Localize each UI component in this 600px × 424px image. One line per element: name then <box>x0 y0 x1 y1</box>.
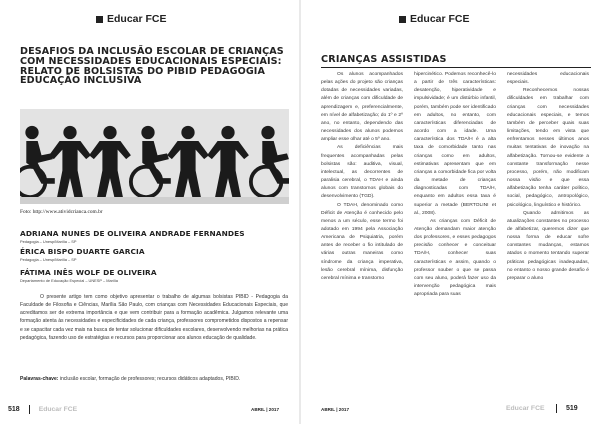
section-header <box>399 13 470 25</box>
footer-brand: Educar FCE <box>38 406 78 413</box>
text-column-1 <box>321 71 403 283</box>
author-affiliation: Pedagogia – Unesp/Marília – SP <box>20 257 77 262</box>
footer-date: ABRIL | 2017 <box>321 407 350 412</box>
text-column-3 <box>507 71 589 283</box>
article-photo <box>20 109 289 204</box>
keywords <box>20 375 288 383</box>
footer-divider <box>556 404 557 413</box>
author-name: ÉRICA BISPO DUARTE GARCIA <box>20 247 145 256</box>
page-number: 518 <box>8 406 20 413</box>
text-column-2 <box>414 71 496 299</box>
paragraph: hipercinético. Podemos reconhecê-lo a partir de três características: desatenção, hiperatividade e impulsividade; é um distúrbio infantil, porém, também pode ser identificado em adultos, no entanto, com características diferenciadas de acordo com a idade. Uma característica dos TDA/H é a alta taxa de comorbidade tanto nas crianças como em adultos, estimativas apresentam que em crianças a comorbidade fica por volta da metade de crianças diagnosticadas com TDA/H, enquanto em adultos essa taxa é superior a metade (BERTOLINI et al., 2008). <box>414 72 496 216</box>
keywords-label: Palavras-chave: <box>20 376 59 382</box>
footer-date: ABRIL | 2017 <box>251 407 280 412</box>
right-page <box>301 0 600 424</box>
section-header-label: Educar FCE <box>410 13 470 25</box>
footer-divider <box>29 405 30 414</box>
article-title: DESAFIOS DA INCLUSÃO ESCOLAR DE CRIANÇAS COM NECESSIDADES EDUCACIONAIS ESPECIAIS: RELATO DE BOLSISTAS DO PIBID PEDAGOGIA EDUCAÇÃO INCLUSIVA <box>20 46 284 87</box>
paragraph: Quando admitimos as atualizações constantes no processo de alfabetizar, queremos dizer que nossa forma de educar sofre constantes mudanças, estamos atados o momento tentando superar práticas pedagógicas inadequadas, no entanto o nosso grande desafio é preparar o aluno <box>507 210 589 281</box>
section-header-label: Educar FCE <box>107 13 167 25</box>
abstract <box>20 293 288 342</box>
paragraph: As deficiências mais frequentes acompanhadas pelas bolsistas são: auditiva, visual, intelectual, as decorrentes de paralisia cerebral, o TDAH e ainda alunos com transtornos globais do desenvolvimento (TGD). <box>321 145 403 200</box>
square-bullet-icon <box>399 16 406 23</box>
abstract-text: O presente artigo tem como objetivo apresentar o trabalho de algumas bolsistas PIBID - Pedagogia da Faculdade de Filosofia e Ciências, Marília São Paulo, com crianças com Necessidades Educacionais Especiais, que acreditamos ser de extrema importância e que vem contribuir para a formação acadêmica. Julgamos relevante uma formação atenta às necessidades e especificidades de cada criança, professores comprometidos dispostos a repensar e se capacitar cada vez mais na busca de tentar solucionar dificuldades escolares, desenvolvendo melhorias na prática pedagógica, fazendo uso de estratégias e recursos para proporcionar aos alunos educação de qualidade. <box>20 294 288 341</box>
author-name: ADRIANA NUNES DE OLIVEIRA ANDRADE FERNANDES <box>20 229 245 238</box>
paragraph: Os alunos acompanhados pelas ações do projeto são crianças dotadas de necessidades variadas, além de crianças com dificuldade de aprendizagem e, preferencialmente, em nível de alfabetização; do 1º e 2º ano, no entanto, dependendo das necessidades dos alunos podemos ampliar esse olhar até o 5º ano. <box>321 72 403 143</box>
square-bullet-icon <box>96 16 103 23</box>
photo-credit: Foto: http://www.atividcrianca.com.br <box>20 209 103 215</box>
paragraph: Reconhecemos nossas dificuldades em trabalhar com crianças com necessidades educacionais especiais, e temos também de perceber quais suas limitações, tendo em vista que enfrentamos nesses últimos anos muitas tentativas de inovação na alfabetização. Tornou-se evidente a constante transformação nesse processo, porém, não modificam nossa visão e que essa alfabetização tenha caráter político, social, pedagógico, antropológico, psicológico, linguístico e histórico. <box>507 88 589 208</box>
left-page <box>0 0 299 424</box>
title-rule <box>321 67 591 68</box>
section-header <box>96 13 167 25</box>
keywords-text: inclusão escolar, formação de professores; recursos didáticos adaptados, PIBID. <box>59 376 241 382</box>
section-title: CRIANÇAS ASSISTIDAS <box>321 54 447 65</box>
page-number: 519 <box>566 405 578 412</box>
footer-brand: Educar FCE <box>506 405 545 412</box>
paragraph: necessidades educacionais especiais. <box>507 72 589 86</box>
paragraph: As crianças com Déficit de Atenção demandam maior atenção dos professores, e esses pedagogos precisão conhecer e conceituar TDA/H, conhecer suas características e assim, quando o professor souber o que se passa com seu aluno, poderá fazer uso da intervenção pedagógica mais apropriada para suas <box>414 218 496 298</box>
paragraph: O TDAH, denominado como Déficit de Atenção é conhecido pelo menos a um século, esse termo foi adotado em 1994 pela Associação Americana de Psiquiatria, porém antes de receber o fio intitulado de várias outras maneiras como síndrome da criança imperativa, lesão cerebral mínima, disfunção cerebral mínima e transtorno <box>321 202 403 281</box>
author-affiliation: Departamento de Educação Especial – UNESP – Marília <box>20 278 118 283</box>
page-footer <box>8 405 298 414</box>
author-name: FÁTIMA INÊS WOLF DE OLIVEIRA <box>20 268 157 277</box>
author-affiliation: Pedagogia – Unesp/Marília – SP <box>20 239 77 244</box>
paper-people-figures-image <box>20 109 289 204</box>
